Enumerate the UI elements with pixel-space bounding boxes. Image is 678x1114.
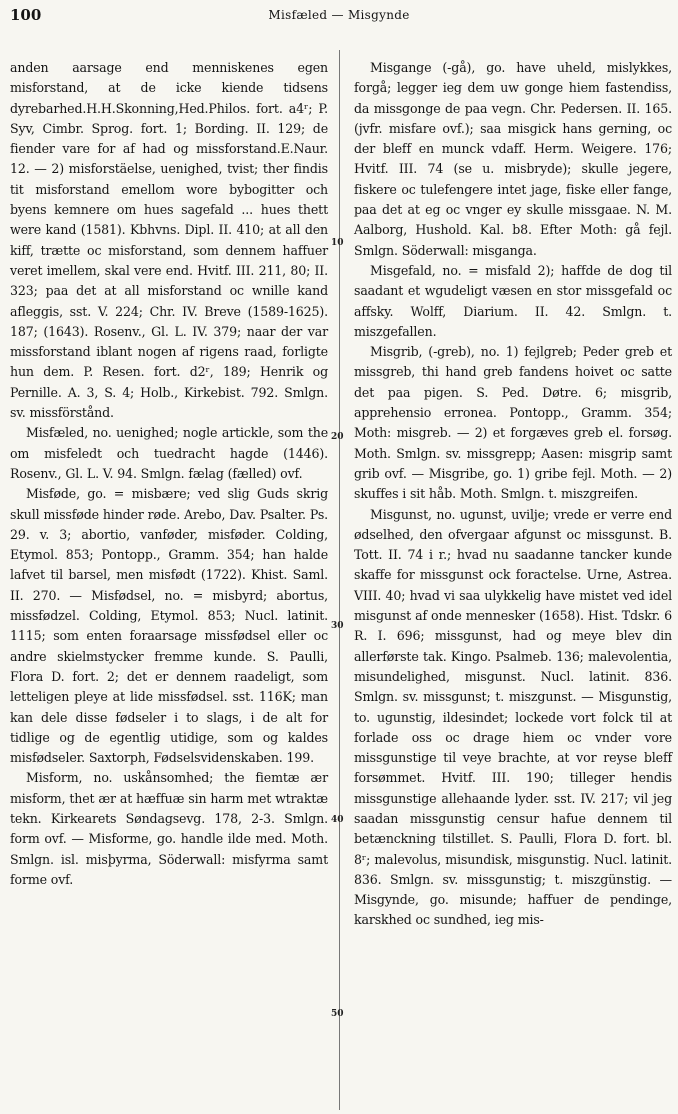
right-column bbox=[354, 58, 672, 931]
entry-misform: Misform, no. uskånsomhed; the fiemtæ ær misform, thet ær at hæffuæ sin harm met wtraktæ tekn. Kirkearets Søndagsevg. 178, 2-3. Smlgn. form ovf. — Misforme, go. handle ilde med. Moth. Smlgn. isl. misþyrma, Söderwall: misfyrma samt forme ovf. bbox=[10, 770, 328, 887]
entry-misfode: Misføde, go. = misbære; ved slig Guds skrig skull missføde hinder røde. Arebo, Dav. Psalter. Ps. 29. v. 3; abortio, vanføder, misføder. Colding, Etymol. 853; Pontopp., Gramm. 354; han halde lafvet til barsel, men misfødt (1722). Khist. Saml. II. 270. — Misfødsel, no. = misbyrd; abortus, missfødzel. Colding, Etymol. 853; Nucl. latinit. 1115; som enten foraarsage missfødsel eller oc andre skielmstycker fremme kunde. S. Paulli, Flora D. fort. 2; det er dennem raadeligt, som letteligen pleye at lide missfødsel. sst. 116K; man kan dele disse fødseler i to slags, i de alt for tidlige og de egentlig utidige, som og kaldes misfødseler. Saxtorph, Fødselsvidenskaben. 199. bbox=[10, 486, 328, 766]
line-number-20: 20 bbox=[331, 432, 344, 442]
column-divider bbox=[339, 50, 340, 1110]
page-number: 100 bbox=[10, 6, 42, 24]
entry-misgrib: Misgrib, (-greb), no. 1) fejlgreb; Peder greb et missgreb, thi hand greb fandens hoivet oc satte det paa pigen. S. Ped. Døtre. 6; misgrib, apprehensio erronea. Pontopp., Gramm. 354; Moth: misgreb. — 2) et forgæves greb el. forsøg. Moth. Smlgn. sv. missgrepp; Aasen: misgrip samt grib ovf. — Misgribe, go. 1) gribe fejl. Moth. — 2) skuffes i sit håb. Moth. Smlgn. t. miszgreifen. bbox=[354, 344, 672, 502]
left-column bbox=[10, 58, 328, 890]
line-number-10: 10 bbox=[331, 238, 344, 248]
line-number-40: 40 bbox=[331, 815, 344, 825]
entry-misgunst: Misgunst, no. ugunst, uvilje; vrede er verre end ødselhed, den ofvergaar afgunst oc missgunst. B. Tott. II. 74 i r.; hvad nu saadanne tancker kunde skaffe for missgunst ock foractelse. Urne, Astrea. VIII. 40; hvad vi saa ulykkelig have mistet ved idel misgunst af onde mennesker (1658). Hist. Tdskr. 6 R. I. 696; missgunst, had og meye blev din allerførste tak. Kingo. Psalmeb. 136; malevolentia, misundelighed, misgunst. Nucl. latinit. 836. Smlgn. sv. missgunst; t. miszgunst. — Misgunstig, to. ugunstig, ildesindet; lockede vort folck til at forlade oss oc drage hiem oc vnder vore missgunstige til veye brachte, at vor reyse bleff forsømmet. Hvitf. III. 190; tilleger hendis missgunstige allehaande lyder. sst. IV. 217; vil jeg saadan missgunstig censur hafue dennem til betænckning tilstillet. S. Paulli, Flora D. fort. bl. 8ʳ; malevolus, misundisk, misgunstig. Nucl. latinit. 836. Smlgn. sv. missgunstig; t. miszgünstig. — Misgynde, go. misunde; haffuer de pendinge, karskhed oc sundhed, ieg mis- bbox=[354, 506, 672, 928]
page-header bbox=[0, 6, 678, 28]
entry-misgefald: Misgefald, no. = misfald 2); haffde de dog til saadant et wgudeligt væsen en stor missgefald oc affsky. Wolff, Diarium. II. 42. Smlgn. t. miszgefallen. bbox=[354, 262, 672, 339]
line-number-50: 50 bbox=[331, 1009, 344, 1019]
entry-misgange: Misgange (-gå), go. have uheld, mislykkes, forgå; legger ieg dem uw gonge hiem fastendiss, da missgonge de paa vegn. Chr. Pedersen. II. 165. (jvfr. misfare ovf.); saa misgick hans gerning, oc der bleff en munck vdaff. Herm. Weigere. 176; Hvitf. III. 74 (se u. misbryde); skulle jegere, fiskere oc tulefengere intet jage, fiske eller fange, paa det at eg oc vnger ey skulle missgaae. N. M. Aalborg, Hushold. Kal. b8. Efter Moth: gå fejl. Smlgn. Söderwall: misganga. bbox=[354, 60, 672, 258]
line-number-30: 30 bbox=[331, 621, 344, 631]
running-head: Misfæled — Misgynde bbox=[268, 8, 410, 22]
entry-continuation: anden aarsage end menniskenes egen misforstand, at de icke kiende tidsens dyrebarhed.H.H.Skonning,Hed.Philos. fort. a4ʳ; P. Syv, Cimbr. Sprog. fort. 1; Bording. II. 129; de fiender vare for af had og missforstand.E.Naur. 12. — 2) misforstäelse, uenighed, tvist; ther findis tit misforstand emellom wore bybogitter och byens kemnere om hues sagefald ... hues thett were kand (1581). Kbhvns. Dipl. II. 410; at all den kiff, trætte oc misforstand, som dennem haffuer veret imellem, skal vere end. Hvitf. III. 211, 80; II. 323; paa det at all misforstand oc wnille kand afleggis, sst. V. 224; Chr. IV. Breve (1589-1625). 187; (1643). Rosenv., Gl. L. IV. 379; naar der var missforstand iblant nogen af rigens raad, forligte hun dem. P. Resen. fort. d2ʳ, 189; Henrik og Pernille. A. 3, S. 4; Holb., Kirkebist. 792. Smlgn. sv. missförstånd. bbox=[10, 60, 328, 421]
entry-misfaeled: Misfæled, no. uenighed; nogle artickle, som the om misfeledt och tuedracht hagde (1446). Rosenv., Gl. L. V. 94. Smlgn. fælag (fælled) ovf. bbox=[10, 425, 328, 481]
